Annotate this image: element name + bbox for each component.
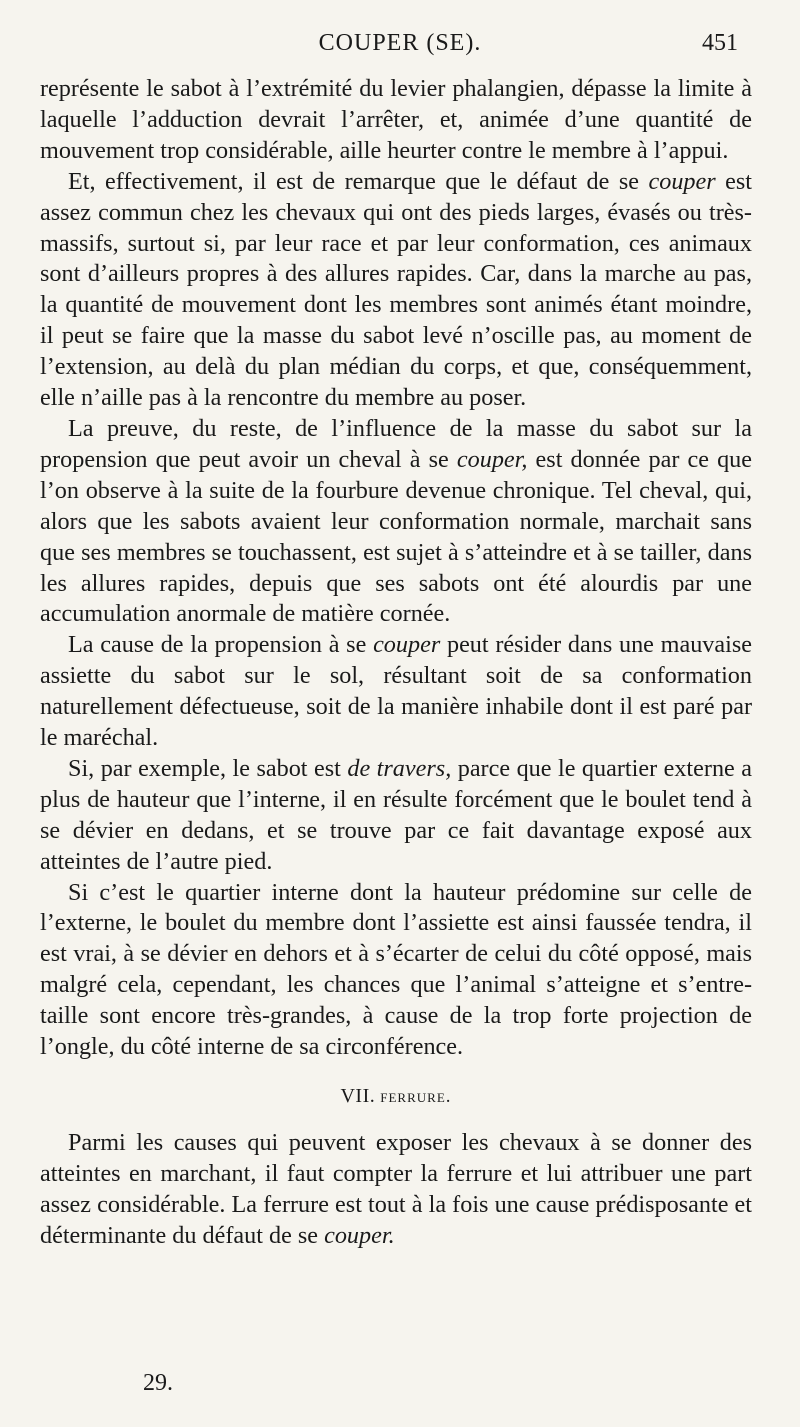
paragraph	[40, 1128, 752, 1252]
paragraph	[40, 167, 752, 414]
page-header	[0, 30, 800, 66]
paragraph-text: Si c’est le quartier interne dont la hauteur prédomine sur celle de l’externe, le boulet du membre dont l’assiette est ainsi faussée tendra, il est vrai, à se dévier en dehors et à s’écarter de celui du côté opposé, mais malgré cela, cependant, les chances que l’animal s’atteigne et s’entre-taille sont encore très-grandes, à cause de la trop forte projection de l’ongle, du côté interne de sa circonférence.	[40, 878, 752, 1061]
paragraph-text: La cause de la propension à se	[68, 631, 374, 659]
page-body	[40, 74, 752, 1252]
paragraph-text: peut résider dans une mauvaise assiette du sabot sur le sol, résultant soit de sa conformation naturellement défectueuse, soit de la manière inhabile dont il est paré par le maréchal.	[40, 631, 752, 752]
paragraph-text: parce que le quartier externe a plus de hauteur que l’interne, il en résulte forcément que le boulet tend à se dévier en dedans, et se trouve par ce fait davantage exposé aux atteintes de l’autre pied.	[40, 754, 752, 875]
section-paragraph-list	[40, 1128, 752, 1252]
section-title: ferrure.	[380, 1086, 452, 1107]
paragraph-text: Si, par exemple, le sabot est	[68, 754, 348, 782]
italic-text: couper,	[456, 445, 528, 473]
paragraph	[40, 630, 752, 754]
italic-text: de travers,	[347, 754, 452, 782]
italic-text: couper	[373, 631, 441, 659]
section-heading	[40, 1085, 752, 1108]
paragraph-text: représente le sabot à l’extrémité du levier phalangien, dépasse la limite à laquelle l’adduction devrait l’arrêter, et, animée d’une quantité de mouvement trop considérable, aille heurter contre le membre à l’appui.	[40, 75, 752, 164]
italic-text: couper	[648, 167, 716, 195]
page-number: 451	[702, 30, 738, 56]
paragraph-text: Et, effectivement, il est de remarque que le défaut de se	[68, 167, 649, 195]
paragraph	[40, 878, 752, 1063]
signature-mark: 29.	[143, 1370, 173, 1396]
running-head: COUPER (SE).	[318, 30, 482, 56]
paragraph-list	[40, 74, 752, 1063]
paragraph	[40, 414, 752, 630]
section-number: VII.	[340, 1085, 376, 1107]
paragraph-text: est donnée par ce que l’on observe à la suite de la fourbure devenue chronique. Tel cheval, qui, alors que les sabots avaient leur conformation normale, marchait sans que ses membres se touchassent, est sujet à s’atteindre et à se tailler, dans les allures rapides, depuis que ses sabots ont été alourdis par une accumulation anormale de matière cornée.	[40, 445, 753, 628]
paragraph-text: La preuve, du reste, de l’influence de la masse du sabot sur la propension que peut avoir un cheval à se	[40, 414, 752, 473]
paragraph-text: est assez commun chez les chevaux qui ont des pieds larges, évasés ou très-massifs, surtout si, par leur race et par leur conformation, ces animaux sont d’ailleurs propres à des allures rapides. Car, dans la marche au pas, la quantité de mouvement dont les membres sont animés étant moindre, il peut se faire que la masse du sabot levé n’oscille pas, au moment de l’extension, au delà du plan médian du corps, et que, conséquemment, elle n’aille pas à la rencontre du membre au poser.	[40, 167, 752, 412]
paragraph	[40, 74, 752, 167]
paragraph	[40, 754, 752, 878]
paragraph-text: Parmi les causes qui peuvent exposer les chevaux à se donner des atteintes en marchant, il faut compter la ferrure et lui attribuer une part assez considérable. La ferrure est tout à la fois une cause prédisposante et déterminante du défaut de se	[40, 1129, 752, 1249]
italic-text: couper.	[324, 1221, 395, 1249]
